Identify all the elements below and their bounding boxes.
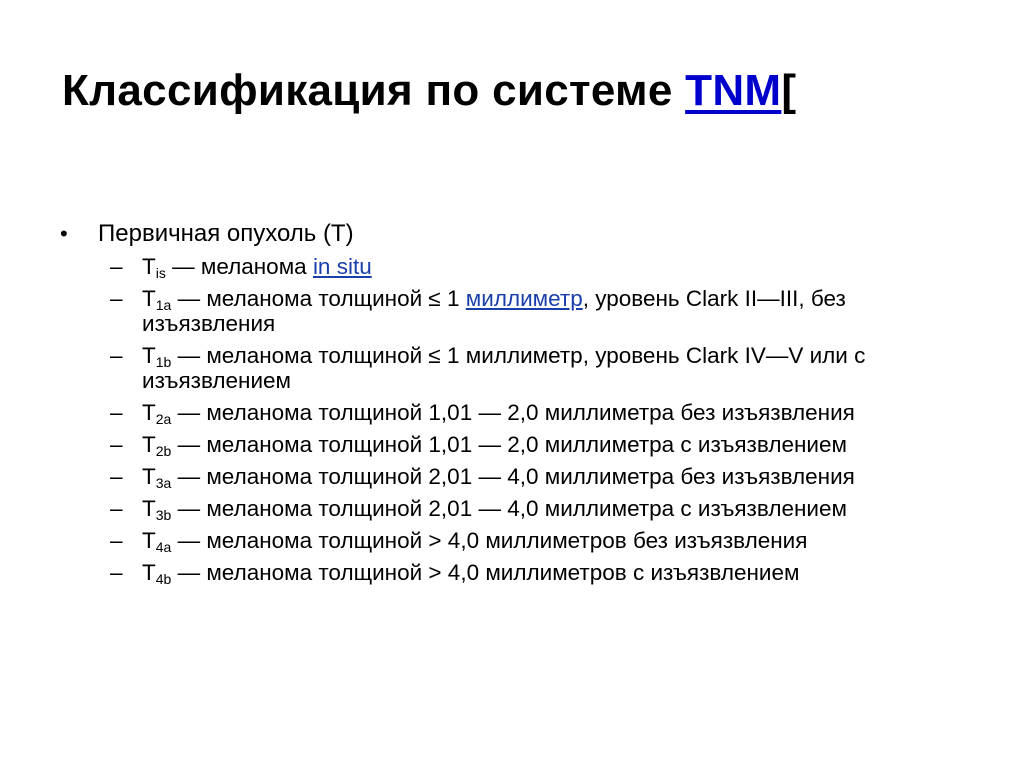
title-bracket: [: [781, 66, 797, 115]
item-pre: — меланома толщиной > 4,0 миллиметров с изъязвлением: [171, 560, 800, 585]
list-item: [110, 254, 980, 279]
item-text: [142, 254, 980, 279]
list-item: [110, 528, 980, 553]
item-text: [142, 464, 980, 489]
item-t: T: [142, 560, 156, 585]
item-text: [142, 343, 980, 393]
dash-marker: –: [110, 528, 123, 553]
item-sub: 4a: [155, 539, 172, 555]
bullet-marker: •: [60, 221, 68, 246]
list-item: [110, 432, 980, 457]
in-situ-link[interactable]: in situ: [312, 254, 372, 279]
item-text: [142, 432, 980, 457]
dash-marker: –: [110, 432, 123, 457]
item-t: T: [142, 432, 156, 457]
dash-marker: –: [110, 496, 123, 521]
item-pre: — меланома: [165, 254, 313, 279]
item-pre: — меланома толщиной ≤ 1 миллиметр, уровень Clark IV—V или с изъязвлением: [142, 343, 866, 393]
dash-marker: –: [110, 254, 123, 279]
list-item: [110, 464, 980, 489]
item-pre: — меланома толщиной 1,01 — 2,0 миллиметра с изъязвлением: [171, 432, 847, 457]
item-pre: — меланома толщиной 1,01 — 2,0 миллиметра без изъязвления: [171, 400, 855, 425]
slide-title: [62, 66, 796, 116]
item-text: [142, 560, 980, 585]
item-t: T: [142, 286, 156, 311]
item-t: T: [142, 343, 156, 368]
dash-marker: –: [110, 286, 123, 311]
list-item: [110, 400, 980, 425]
item-pre: — меланома толщиной 2,01 — 4,0 миллиметра с изъязвлением: [171, 496, 847, 521]
item-pre: — меланома толщиной 2,01 — 4,0 миллиметра без изъязвления: [171, 464, 855, 489]
millimeter-link[interactable]: миллиметр: [465, 286, 583, 311]
item-sub: is: [155, 265, 166, 281]
item-sub: 2a: [155, 411, 172, 427]
item-t: T: [142, 528, 156, 553]
item-text: [142, 496, 980, 521]
item-text: [142, 528, 980, 553]
item-sub: 3a: [155, 475, 172, 491]
dash-marker: –: [110, 343, 123, 368]
dash-marker: –: [110, 560, 123, 585]
list-item: [110, 343, 980, 393]
dash-marker: –: [110, 400, 123, 425]
title-text: Классификация по системе: [62, 66, 686, 115]
tnm-list: [60, 254, 980, 585]
item-t: T: [142, 464, 156, 489]
item-t: T: [142, 496, 156, 521]
item-pre: — меланома толщиной ≤ 1: [171, 286, 466, 311]
item-pre: — меланома толщиной > 4,0 миллиметров без изъязвления: [171, 528, 808, 553]
list-item: [110, 286, 980, 336]
dash-marker: –: [110, 464, 123, 489]
item-sub: 1b: [155, 354, 172, 370]
item-sub: 2b: [155, 443, 172, 459]
heading-text: Первичная опухоль (T): [98, 220, 354, 247]
list-item: [110, 560, 980, 585]
item-sub: 3b: [155, 507, 172, 523]
item-sub: 1a: [155, 297, 172, 313]
item-sub: 4b: [155, 571, 172, 587]
item-text: [142, 400, 980, 425]
item-post: , уровень Clark II—III, без изъязвления: [142, 286, 846, 336]
bullet-heading: [60, 220, 980, 254]
slide-content: [60, 220, 980, 592]
list-item: [110, 496, 980, 521]
tnm-link[interactable]: TNM: [685, 66, 782, 115]
item-text: [142, 286, 980, 336]
item-t: T: [142, 254, 156, 279]
item-t: T: [142, 400, 156, 425]
